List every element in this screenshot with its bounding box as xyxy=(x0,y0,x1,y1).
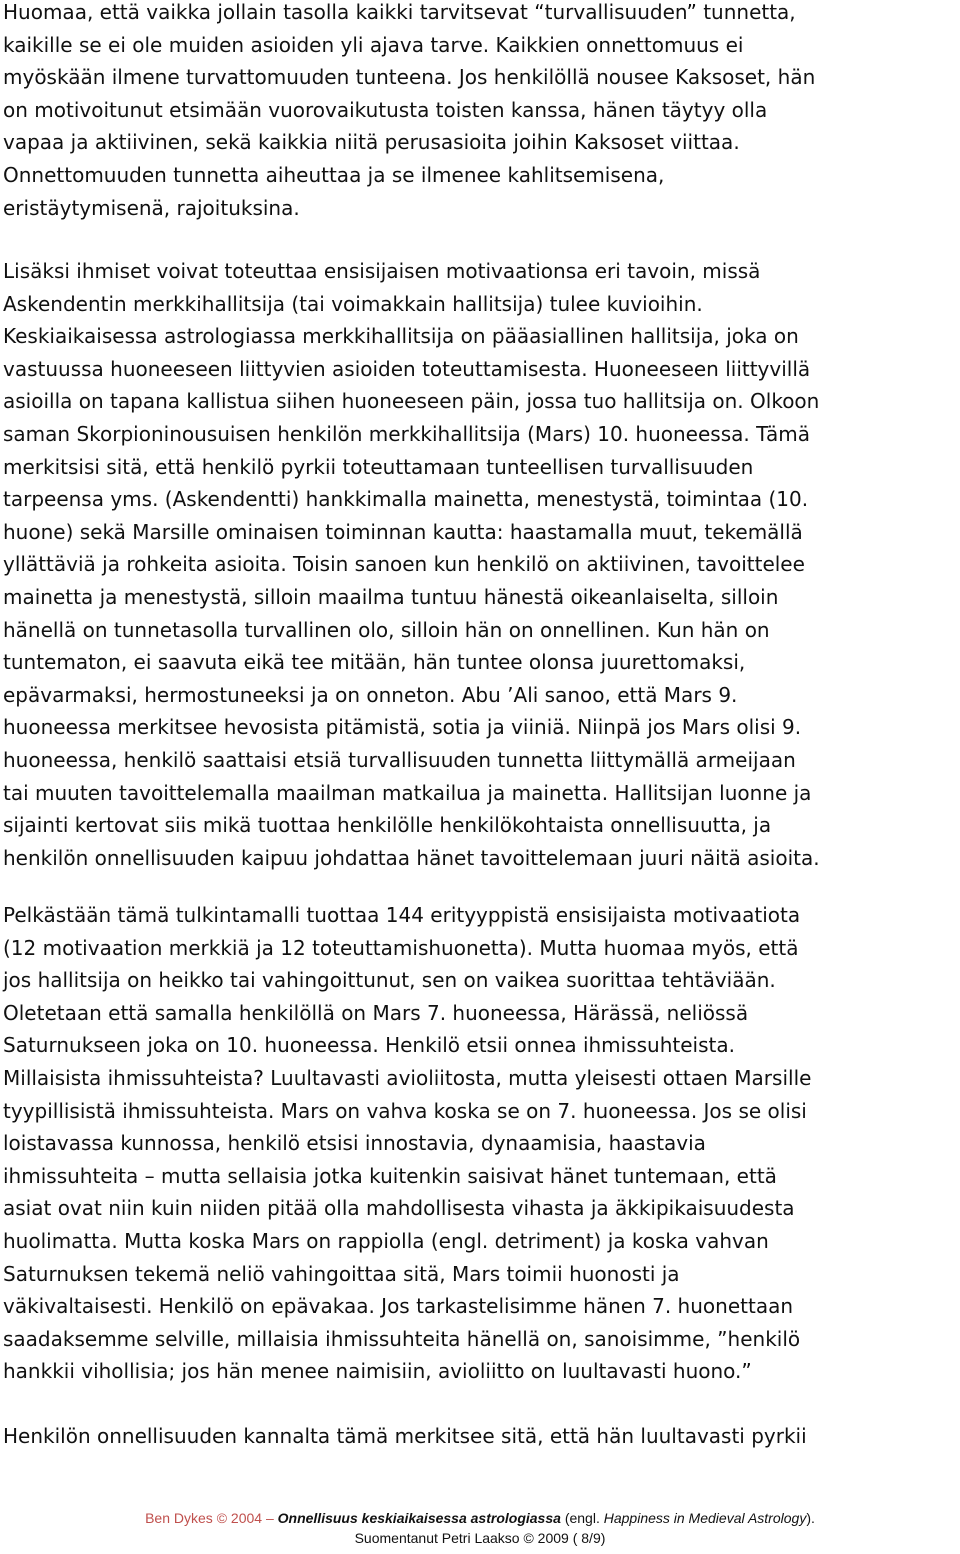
text-line: tyypillisistä ihmissuhteista. Mars on vahva koska se on 7. huoneessa. Jos se olisi xyxy=(3,1098,807,1123)
text-line: saman Skorpioninousuisen henkilön merkkihallitsija (Mars) 10. huoneessa. Tämä xyxy=(3,421,810,446)
text-line: Pelkästään tämä tulkintamalli tuottaa 144 erityyppistä ensisijaista motivaatiota xyxy=(3,903,801,927)
footer-author: Ben Dykes xyxy=(145,1510,213,1526)
text-line: huolimatta. Mutta koska Mars on rappiolla (engl. detriment) ja koska vahvan xyxy=(3,1228,769,1253)
text-line: loistavassa kunnossa, henkilö etsisi innostavia, dynaamisia, haastavia xyxy=(3,1131,706,1156)
text-line: saadaksemme selville, millaisia ihmissuhteita hänellä on, sanoisimme, ”henkilö xyxy=(3,1326,801,1351)
footer-translator-line: Suomentanut Petri Laakso © 2009 ( 8/9) xyxy=(354,1530,606,1546)
footer-engl-close: ). xyxy=(806,1510,815,1526)
text-line: hänellä on tunnetasolla turvallinen olo, silloin hän on onnellinen. Kun hän on xyxy=(3,617,770,642)
text-line: tai muuten tavoittelemalla maailman matkailua ja mainetta. Hallitsijan luonne ja xyxy=(3,780,812,805)
footer-year: 2004 xyxy=(230,1510,263,1526)
text-line: Lisäksi ihmiset voivat toteuttaa ensisijaisen motivaationsa eri tavoin, missä xyxy=(3,259,761,283)
paragraph-3 xyxy=(3,899,811,1388)
text-line: mainetta ja menestystä, silloin maailma tuntuu hänestä oikeanlaiselta, silloin xyxy=(3,584,779,609)
text-line: sijainti kertovat siis mikä tuottaa henkilölle henkilökohtaista onnellisuutta, ja xyxy=(3,813,772,838)
text-line: huoneessa, henkilö saattaisi etsiä turvallisuuden tunnetta liittymällä armeijaan xyxy=(3,747,796,772)
text-line: vastuussa huoneeseen liittyvien asioiden toteuttamisesta. Huoneeseen liittyvillä xyxy=(3,356,811,381)
footer-engl-open: (engl. xyxy=(564,1510,600,1526)
paragraph-2 xyxy=(3,255,820,874)
text-line: Askendentin merkkihallitsija (tai voimakkain hallitsija) tulee kuvioihin. xyxy=(3,291,703,316)
text-line: henkilön onnellisuuden kaipuu johdattaa hänet tavoittelemaan juuri näitä asioita. xyxy=(3,845,820,870)
page-footer xyxy=(0,1508,960,1548)
footer-copyright-symbol: © xyxy=(216,1510,228,1526)
text-line: epävarmaksi, hermostuneeksi ja on onneton. Abu ’Ali sanoo, että Mars 9. xyxy=(3,682,738,707)
text-line: merkitsisi sitä, että henkilö pyrkii toteuttamaan tunteellisen turvallisuuden xyxy=(3,454,754,479)
text-line: väkivaltaisesti. Henkilö on epävakaa. Jos tarkastelisimme hänen 7. huonettaan xyxy=(3,1294,793,1319)
text-line: jos hallitsija on heikko tai vahingoittunut, sen on vaikea suorittaa tehtäviään. xyxy=(3,968,776,993)
text-line: huoneessa merkitsee hevosista pitämistä, sotia ja viiniä. Niinpä jos Mars olisi 9. xyxy=(3,715,802,740)
text-line: hankkii vihollisia; jos hän menee naimisiin, avioliitto on luultavasti huono.” xyxy=(3,1359,752,1384)
text-line: tarpeensa yms. (Askendentti) hankkimalla mainetta, menestystä, toimintaa (10. xyxy=(3,487,809,512)
text-line: asioilla on tapana kallistua siihen huoneeseen päin, jossa tuo hallitsija on. Olkoon xyxy=(3,389,820,414)
text-line: Oletetaan että samalla henkilöllä on Mars 7. huoneessa, Härässä, neliössä xyxy=(3,1000,749,1025)
footer-book-title: Onnellisuus keskiaikaisessa astrologiassa xyxy=(277,1510,561,1526)
text-line: (12 motivaation merkkiä ja 12 toteuttamishuonetta). Mutta huomaa myös, että xyxy=(3,935,799,960)
text-line: huone) sekä Marsille ominaisen toiminnan kautta: haastamalla muut, tekemällä xyxy=(3,519,803,544)
text-line: myöskään ilmene turvattomuuden tunteena. Jos henkilöllä nousee Kaksoset, hän xyxy=(3,65,816,90)
footer-english-title: Happiness in Medieval Astrology xyxy=(603,1510,807,1526)
paragraph-4 xyxy=(3,1420,807,1453)
footer-citation-line xyxy=(0,1508,960,1528)
text-line: asiat ovat niin kuin niiden pitää olla mahdollisesta vihasta ja äkkipikaisuudesta xyxy=(3,1196,795,1221)
text-line: Saturnukseen joka on 10. huoneessa. Henkilö etsii onnea ihmissuhteista. xyxy=(3,1033,735,1058)
text-line: eristäytymisenä, rajoituksina. xyxy=(3,195,300,220)
text-line: Henkilön onnellisuuden kannalta tämä merkitsee sitä, että hän luultavasti pyrkii xyxy=(3,1424,807,1448)
text-line: yllättäviä ja rohkeita asioita. Toisin sanoen kun henkilö on aktiivinen, tavoittelee xyxy=(3,552,805,577)
text-line: Huomaa, että vaikka jollain tasolla kaikki tarvitsevat “turvallisuuden” tunnetta, xyxy=(3,0,796,24)
footer-dash: – xyxy=(265,1510,274,1526)
text-line: Keskiaikaisessa astrologiassa merkkihallitsija on pääasiallinen hallitsija, joka on xyxy=(3,324,799,349)
text-line: kaikille se ei ole muiden asioiden yli ajava tarve. Kaikkien onnettomuus ei xyxy=(3,32,744,57)
text-line: Onnettomuuden tunnetta aiheuttaa ja se ilmenee kahlitsemisena, xyxy=(3,162,665,187)
text-line: ihmissuhteita – mutta sellaisia jotka kuitenkin saisivat hänet tuntemaan, että xyxy=(3,1163,777,1188)
text-line: on motivoitunut etsimään vuorovaikutusta toisten kanssa, hänen täytyy olla xyxy=(3,97,768,122)
text-line: Millaisista ihmissuhteista? Luultavasti avioliitosta, mutta yleisesti ottaen Marsille xyxy=(3,1065,812,1090)
text-line: vapaa ja aktiivinen, sekä kaikkia niitä perusasioita joihin Kaksoset viittaa. xyxy=(3,130,740,155)
paragraph-1 xyxy=(3,0,815,224)
text-line: tuntematon, ei saavuta eikä tee mitään, hän tuntee olonsa juurettomaksi, xyxy=(3,650,746,675)
text-line: Saturnuksen tekemä neliö vahingoittaa sitä, Mars toimii huonosti ja xyxy=(3,1261,680,1286)
